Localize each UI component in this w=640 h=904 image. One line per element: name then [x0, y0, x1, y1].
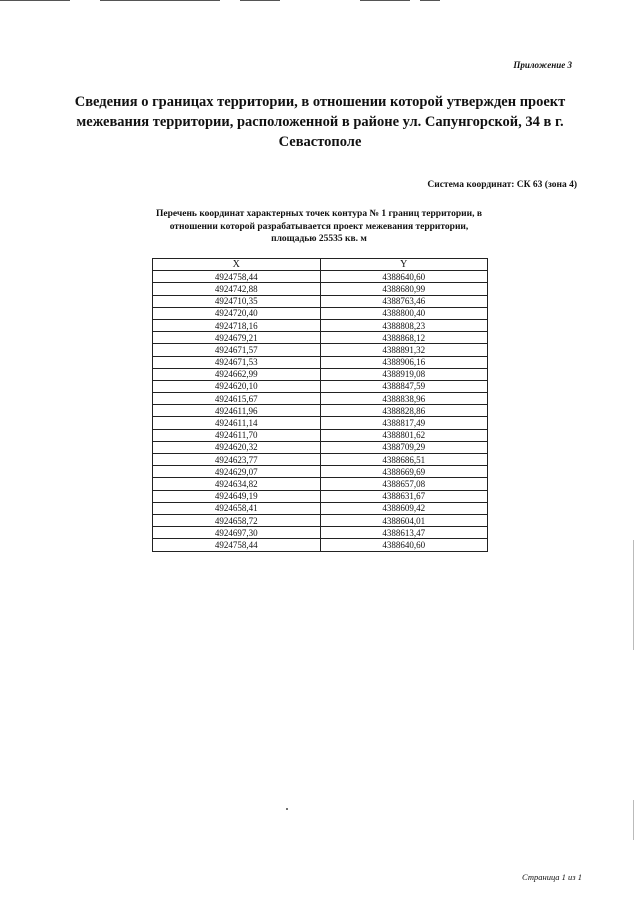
- table-header-row: [153, 259, 488, 271]
- cell-y: 4388669,69: [320, 466, 488, 478]
- cell-x: 4924679,21: [153, 332, 321, 344]
- cell-x: 4924697,30: [153, 527, 321, 539]
- cell-x: 4924611,14: [153, 417, 321, 429]
- cell-x: 4924634,82: [153, 478, 321, 490]
- cell-x: 4924629,07: [153, 466, 321, 478]
- cell-y: 4388808,23: [320, 319, 488, 331]
- table-row: [153, 344, 488, 356]
- document-title: Сведения о границах территории, в отношении которой утвержден проект межевания территории, расположенной в районе ул. Сапунгорской, 34 в г. Севастополе: [74, 94, 566, 150]
- cell-y: 4388609,42: [320, 502, 488, 514]
- cell-y: 4388906,16: [320, 356, 488, 368]
- table-row: [153, 417, 488, 429]
- cell-y: 4388604,01: [320, 514, 488, 526]
- cell-x: 4924662,99: [153, 368, 321, 380]
- appendix-label: Приложение 3: [513, 60, 572, 70]
- cell-y: 4388657,08: [320, 478, 488, 490]
- cell-x: 4924658,72: [153, 514, 321, 526]
- coordinate-system: Система координат: СК 63 (зона 4): [427, 180, 577, 190]
- cell-x: 4924620,10: [153, 380, 321, 392]
- cell-y: 4388919,08: [320, 368, 488, 380]
- table-row: [153, 332, 488, 344]
- cell-y: 4388640,60: [320, 271, 488, 283]
- table-row: [153, 319, 488, 331]
- cell-y: 4388817,49: [320, 417, 488, 429]
- table-caption: Перечень координат характерных точек контура № 1 границ территории, в отношении которой разрабатывается проект межевания территории, площадью 25535 кв. м: [156, 209, 482, 244]
- table-row: [153, 502, 488, 514]
- scan-edge-artifact: [0, 0, 640, 3]
- table-row: [153, 356, 488, 368]
- cell-x: 4924710,35: [153, 295, 321, 307]
- table-row: [153, 454, 488, 466]
- cell-y: 4388763,46: [320, 295, 488, 307]
- table-row: [153, 466, 488, 478]
- cell-x: 4924671,57: [153, 344, 321, 356]
- cell-x: 4924742,88: [153, 283, 321, 295]
- cell-x: 4924623,77: [153, 454, 321, 466]
- cell-y: 4388828,86: [320, 405, 488, 417]
- cell-y: 4388838,96: [320, 393, 488, 405]
- table-row: [153, 429, 488, 441]
- column-header-y: Y: [320, 259, 488, 271]
- cell-x: 4924671,53: [153, 356, 321, 368]
- cell-y: 4388801,62: [320, 429, 488, 441]
- scan-edge-artifact: [633, 800, 634, 840]
- column-header-x: X: [153, 259, 321, 271]
- cell-x: 4924611,70: [153, 429, 321, 441]
- cell-y: 4388847,59: [320, 380, 488, 392]
- cell-y: 4388631,67: [320, 490, 488, 502]
- cell-x: 4924658,41: [153, 502, 321, 514]
- scan-edge-artifact: [633, 540, 634, 650]
- table-row: [153, 514, 488, 526]
- table-row: [153, 539, 488, 551]
- table-row: [153, 283, 488, 295]
- table-row: [153, 393, 488, 405]
- table-row: [153, 368, 488, 380]
- cell-y: 4388613,47: [320, 527, 488, 539]
- cell-y: 4388640,60: [320, 539, 488, 551]
- coordinates-table-body: [153, 271, 488, 551]
- table-row: [153, 295, 488, 307]
- table-row: [153, 307, 488, 319]
- cell-x: 4924615,67: [153, 393, 321, 405]
- table-row: [153, 441, 488, 453]
- table-row: [153, 380, 488, 392]
- cell-x: 4924758,44: [153, 539, 321, 551]
- cell-y: 4388800,40: [320, 307, 488, 319]
- cell-y: 4388709,29: [320, 441, 488, 453]
- table-row: [153, 490, 488, 502]
- table-row: [153, 478, 488, 490]
- table-row: [153, 271, 488, 283]
- cell-y: 4388686,51: [320, 454, 488, 466]
- table-row: [153, 405, 488, 417]
- coordinates-table: [152, 258, 488, 552]
- cell-y: 4388891,32: [320, 344, 488, 356]
- table-row: [153, 527, 488, 539]
- cell-y: 4388868,12: [320, 332, 488, 344]
- scan-speck: [286, 808, 288, 810]
- cell-x: 4924611,96: [153, 405, 321, 417]
- cell-x: 4924718,16: [153, 319, 321, 331]
- cell-x: 4924649,19: [153, 490, 321, 502]
- cell-x: 4924720,40: [153, 307, 321, 319]
- cell-x: 4924758,44: [153, 271, 321, 283]
- cell-y: 4388680,99: [320, 283, 488, 295]
- cell-x: 4924620,32: [153, 441, 321, 453]
- page-number: Страница 1 из 1: [522, 872, 582, 882]
